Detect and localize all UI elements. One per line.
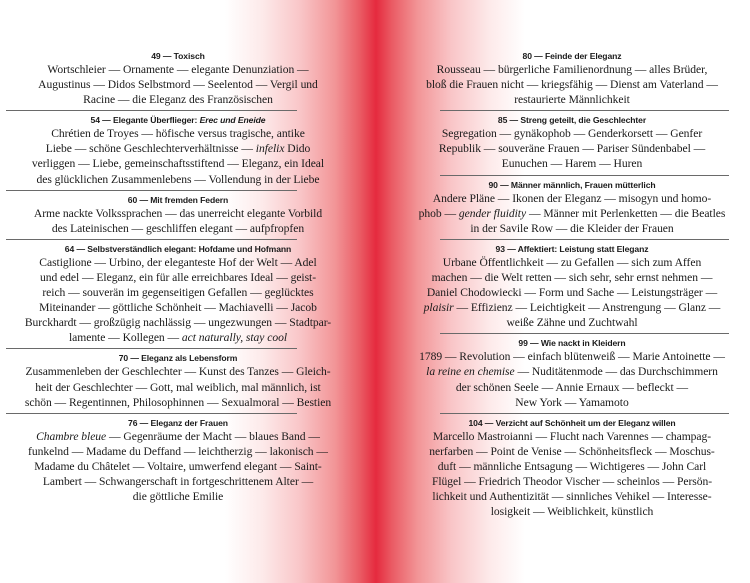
entry-line: heit der Geschlechter — Gott, mal weiblich, mal männlich, ist xyxy=(35,380,321,394)
entry-line: des glücklichen Zusammenlebens — Vollendung in der Liebe xyxy=(36,172,320,186)
divider xyxy=(6,110,297,111)
page-number: 80 xyxy=(522,51,532,61)
entry-line: die göttliche Emilie xyxy=(132,490,224,504)
entry-line xyxy=(394,300,750,315)
entry-line-italic: plaisir xyxy=(423,301,454,315)
entry-line: Lambert — Schwangerschaft in fortgeschrittenem Alter — xyxy=(42,474,314,488)
left-page xyxy=(0,50,356,504)
entry-line: Wortschleier — Ornamente — elegante Denunziation — xyxy=(47,63,309,76)
entry-line: nerfarben — Point de Venise — Schönheitsfleck — Moschus- xyxy=(429,444,715,458)
entry-line: Republik — souveräne Frauen — Pariser Sündenbabel — xyxy=(438,142,706,156)
entry-line-italic: infelix xyxy=(255,142,285,156)
entry-line xyxy=(0,429,356,444)
page-number: 104 xyxy=(468,417,483,428)
entry-heading: 85 — Streng geteilt, die Geschlechter xyxy=(497,115,647,126)
entry-title-italic: Erec und Eneide xyxy=(199,115,266,126)
entry-heading: 60 — Mit fremden Federn xyxy=(127,194,229,205)
toc-entry xyxy=(0,114,356,186)
divider xyxy=(6,348,297,349)
entry-line: und edel — Eleganz, ein für alle erreichbares Ideal — geist- xyxy=(39,270,317,284)
entry-title: Eleganz der Frauen xyxy=(150,417,228,428)
entry-line: Arme nackte Volkssprachen — das unerreicht elegante Vorbild xyxy=(33,206,323,220)
toc-entry xyxy=(0,417,356,504)
entry-line: schön — Regentinnen, Philosophinnen — Sexualmoral — Bestien xyxy=(24,395,332,409)
entry-line: Andere Pläne — Ikonen der Eleganz — misogyn und homo- xyxy=(432,191,712,205)
page-number: 49 xyxy=(151,51,161,61)
entry-line: reich — souverän im gegenseitigen Gefallen — geglücktes xyxy=(42,286,314,300)
toc-entry xyxy=(394,179,750,236)
entry-title: Selbstverständlich elegant: Hofdame und Hofmann xyxy=(87,243,292,254)
divider xyxy=(440,175,729,176)
entry-line: des Lateinischen — geschliffen elegant — aufpfropfen xyxy=(51,221,305,235)
entry-line: Racine — die Eleganz des Französischen xyxy=(83,93,273,107)
entry-line-italic: act naturally, stay cool xyxy=(181,331,287,345)
entry-heading: 104 — Verzicht auf Schönheit um der Eleganz willen xyxy=(468,417,676,428)
entry-heading: 93 — Affektiert: Leistung statt Eleganz xyxy=(495,243,649,254)
entry-line-text: — Effizienz — Leichtigkeit — Anstrengung — Glanz — xyxy=(453,301,721,315)
entry-line-text: lamente — Kollegen — xyxy=(68,331,180,345)
entry-line xyxy=(394,364,750,379)
entry-line: Rousseau — bürgerliche Familienordnung — alles Brüder, xyxy=(436,63,708,76)
entry-line: lichkeit und Authentizität — sinnliches Vehikel — Interesse- xyxy=(432,490,712,504)
entry-line: in der Savile Row — die Kleider der Frauen xyxy=(470,221,674,235)
divider xyxy=(6,413,297,414)
toc-entry xyxy=(0,243,356,346)
divider xyxy=(440,110,729,111)
entry-title: Toxisch xyxy=(173,51,205,61)
entry-line: Marcello Mastroianni — Flucht nach Varennes — champag- xyxy=(432,429,712,443)
entry-line xyxy=(0,141,356,156)
entry-heading: 49 — Toxisch xyxy=(151,51,205,61)
entry-line-text: — Gegenräume der Macht — blaues Band — xyxy=(106,429,320,443)
entry-line-italic: la reine en chemise xyxy=(426,365,515,379)
entry-line-text: — Männer mit Perlenketten — die Beatles xyxy=(528,206,726,220)
entry-line-text: phob — xyxy=(418,206,457,220)
entry-heading: 64 — Selbstverständlich elegant: Hofdame und Hofmann xyxy=(64,243,292,254)
entry-line: Augustinus — Didos Selbstmord — Seelentod — Vergil und xyxy=(38,78,318,92)
entry-line: machen — die Welt retten — sich sehr, sehr ernst nehmen — xyxy=(431,270,713,284)
page-number: 70 xyxy=(118,353,129,364)
entry-heading: 99 — Wie nackt in Kleidern xyxy=(518,338,626,349)
entry-line: Daniel Chodowiecki — Form und Sache — Leistungsträger — xyxy=(426,286,718,300)
toc-entry xyxy=(0,50,356,107)
toc-entry xyxy=(0,352,356,409)
entry-line: Segregation — gynäkophob — Genderkorsett — Genfer xyxy=(441,127,703,141)
page-number: 90 xyxy=(488,179,498,190)
entry-title: Wie nackt in Kleidern xyxy=(540,338,626,349)
toc-entry xyxy=(0,194,356,236)
entry-line: duft — männliche Entsagung — Wichtigeres — John Carl xyxy=(437,459,707,473)
page-number: 64 xyxy=(64,243,75,254)
entry-line-italic: Chambre bleue xyxy=(36,429,107,443)
entry-heading: 54 — Elegante Überflieger: Erec und Eneide xyxy=(90,115,266,126)
toc-entry xyxy=(394,114,750,171)
entry-line-text: — Nuditätenmode — das Durchschimmern xyxy=(514,365,718,379)
toc-entry xyxy=(394,337,750,409)
entry-line: Zusammenleben der Geschlechter — Kunst des Tanzes — Gleich- xyxy=(25,365,331,379)
entry-line-text: Liebe — schöne Geschlechterverhältnisse — xyxy=(45,142,253,156)
page-number: 99 xyxy=(518,338,528,349)
divider xyxy=(440,239,729,240)
entry-line: Urbane Öffentlichkeit — zu Gefallen — sich zum Affen xyxy=(442,255,702,269)
entry-heading: 90 — Männer männlich, Frauen mütterlich xyxy=(488,179,656,190)
entry-title: Streng geteilt, die Geschlechter xyxy=(520,115,647,126)
divider xyxy=(440,413,729,414)
entry-line: Eunuchen — Harem — Huren xyxy=(501,157,643,171)
entry-line: funkelnd — Madame du Deffand — leichtherzig — lakonisch — xyxy=(28,444,328,458)
entry-line: Flügel — Friedrich Theodor Vischer — scheinlos — Persön- xyxy=(431,474,713,488)
entry-line: verliggen — Liebe, gemeinschaftsstiftend — Eleganz, ein Ideal xyxy=(31,157,325,171)
entry-title: Feinde der Eleganz xyxy=(544,51,622,61)
entry-title: Affektiert: Leistung statt Eleganz xyxy=(517,243,649,254)
entry-title: Verzicht auf Schönheit um der Eleganz willen xyxy=(495,417,676,428)
entry-line: Castiglione — Urbino, der eleganteste Hof der Welt — Adel xyxy=(39,255,317,269)
entry-heading: 76 — Eleganz der Frauen xyxy=(128,417,228,428)
divider xyxy=(6,239,297,240)
entry-line: Madame du Châtelet — Voltaire, umwerfend elegant — Saint- xyxy=(34,459,322,473)
entry-heading: 80 — Feinde der Eleganz xyxy=(522,51,622,61)
right-page xyxy=(394,50,750,519)
entry-line: 1789 — Revolution — einfach blütenweiß — Marie Antoinette — xyxy=(419,350,725,364)
entry-line: Miteinander — göttliche Schönheit — Machiavelli — Jacob xyxy=(39,301,317,315)
toc-entry xyxy=(394,417,750,520)
entry-line: der schönen Seele — Annie Ernaux — befleckt — xyxy=(455,380,689,394)
entry-line: restaurierte Männlichkeit xyxy=(514,93,630,107)
entry-line: Burckhardt — großzügig nachlässig — ungezwungen — Stadtpar- xyxy=(24,316,332,330)
entry-line: bloß die Frauen nicht — kriegsfähig — Dienst am Vaterland — xyxy=(426,78,718,92)
divider xyxy=(6,190,297,191)
toc-entry xyxy=(394,243,750,330)
divider xyxy=(440,333,729,334)
page-number: 60 xyxy=(127,194,138,205)
entry-line: New York — Yamamoto xyxy=(515,395,629,409)
entry-line: weiße Zähne und Zuchtwahl xyxy=(506,316,638,330)
entry-title: Elegante Überflieger: xyxy=(112,115,198,126)
entry-line: losigkeit — Weiblichkeit, künstlich xyxy=(490,505,654,519)
entry-title: Eleganz als Lebensform xyxy=(141,353,238,364)
entry-line xyxy=(0,330,356,345)
page-number: 54 xyxy=(90,115,100,126)
entry-title: Männer männlich, Frauen mütterlich xyxy=(510,179,656,190)
page-number: 85 xyxy=(497,115,508,126)
entry-heading: 70 — Eleganz als Lebensform xyxy=(118,353,238,364)
entry-line-italic: gender fluidity xyxy=(458,206,527,220)
page-number: 93 xyxy=(495,243,505,254)
entry-line: Chrétien de Troyes — höfische versus tragische, antike xyxy=(51,127,305,141)
entry-line xyxy=(394,206,750,221)
page-number: 76 xyxy=(128,417,138,428)
entry-title: Mit fremden Federn xyxy=(150,194,229,205)
toc-entry xyxy=(394,50,750,107)
entry-line-text: Dido xyxy=(284,142,311,156)
